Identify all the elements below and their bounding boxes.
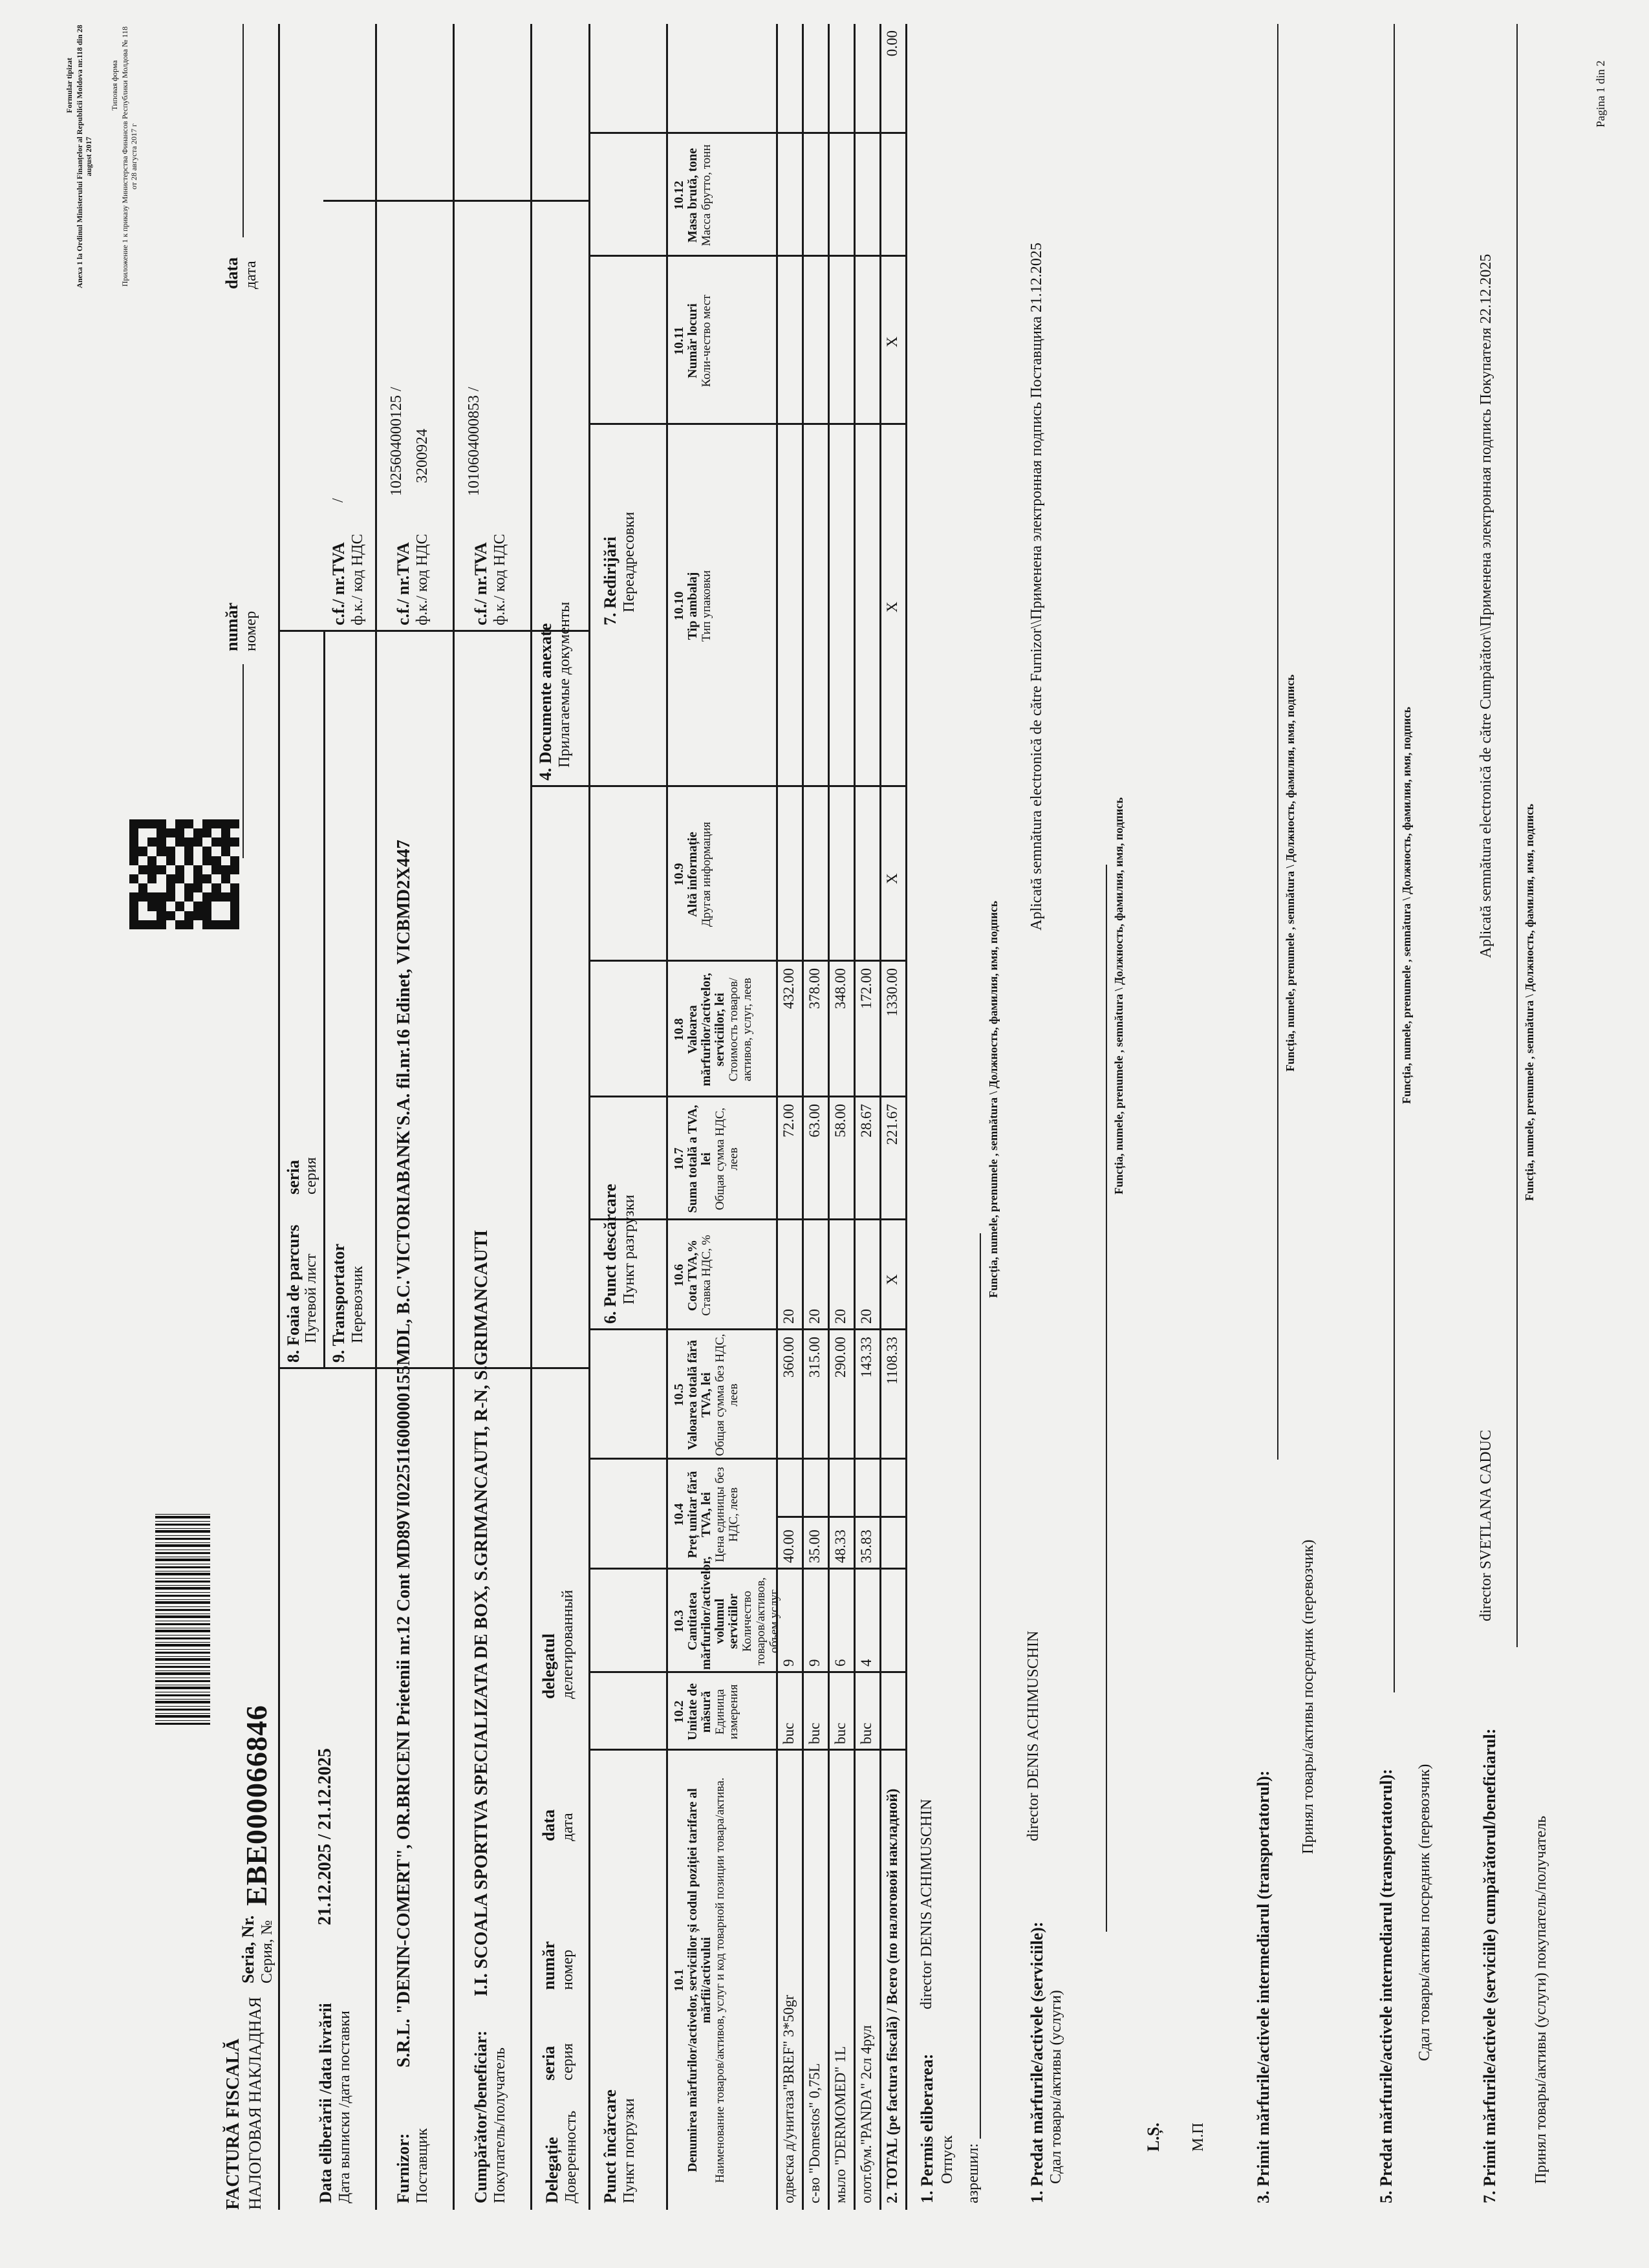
documente-anexate-label-ru: Прилагаемые документы: [556, 601, 573, 768]
total-vat-rate-x: X: [884, 1274, 900, 1285]
primit-intermediar-label-ru: Принял товары/активы посредник (перевозчик): [1300, 1539, 1317, 1854]
foaia-parcurs-label-ru: Путевой лист: [303, 1253, 319, 1343]
transportator-label: 9. Transportator: [329, 1244, 348, 1363]
barcode: [155, 1511, 210, 1725]
item-value: 348.00: [832, 968, 848, 1010]
item-vat-sum: 72.00: [781, 1104, 797, 1138]
data-eliberarii-value: 21.12.2025 / 21.12.2025: [315, 1748, 335, 1925]
razreshil-label: азрешил:: [965, 2143, 982, 2203]
predat-value: director DENIS ACHIMUSCHIN: [1025, 1630, 1042, 1841]
primit-intermediar-caption: Funcția, numele, prenumele , semnătura \ Должность, фамилия, имя, подпись: [1284, 674, 1297, 1072]
item-vat-sum: 28.67: [858, 1104, 874, 1138]
cf-label-3: c.f./ nr.TVA: [471, 542, 490, 625]
furnizor-tva: 3200924: [414, 429, 431, 483]
item-price: 35.00: [806, 1529, 823, 1563]
delegatie-numar: număr: [539, 1941, 558, 1990]
predat-label: 1. Predat mărfurile/activele (serviciile):: [1028, 1921, 1046, 2203]
item-vat-sum: 63.00: [806, 1104, 823, 1138]
col-header-10-11: 10.11 Număr locuri Коли-чество мест: [672, 294, 713, 387]
item-name: мыло "DERMOMED" 1L: [832, 2046, 848, 2203]
col-header-10-1: 10.1 Denumirea mărfurilor/activelor, serviciilor și codul poziției tarifare al mărfii/activului Наименование товаров/активов, услуг и код товарной позиции товара/актива.: [672, 1777, 727, 2183]
page-number: Pagina 1 din 2: [1594, 60, 1607, 127]
predat-intermediar-label: 5. Predat mărfurile/activele intermediarul (transportatorul):: [1377, 1769, 1396, 2203]
col-header-10-10: 10.10 Tip ambalaj Тип упаковки: [672, 570, 713, 642]
total-info-x: X: [884, 873, 900, 884]
numar-top-label-ru: номер: [242, 610, 259, 651]
permis-value: director DENIS ACHIMUSCHIN: [918, 1798, 935, 2009]
item-vat-rate: 20: [781, 1309, 797, 1324]
cf-label-1-ru: ф.к./ код НДС: [349, 534, 366, 625]
punct-incarcare-label-ru: Пункт погрузки: [621, 2098, 638, 2203]
punct-descarcare-label: 6. Punct descărcare: [601, 1183, 620, 1324]
cumparator-label-ru: Покупатель/получатель: [491, 2047, 508, 2203]
col-header-10-5: 10.5 Valoarea totală fără TVA, lei Общая сумма без НДС, леев: [672, 1334, 740, 1456]
item-unit: buc: [806, 1722, 823, 1744]
data-eliberarii-label-ru: Дата выписки /дата поставки: [336, 2011, 353, 2203]
col-header-10-12: 10.12 Masa brută, tone Масса брутто, тонн: [672, 144, 713, 246]
primit-cumparator-label: 7. Primit mărfurile/activele (serviciile) cumpărătorul/beneficiarul:: [1480, 1728, 1499, 2203]
primit-intermediar-label: 3. Primit mărfurile/activele intermediarul (transportatorul):: [1254, 1770, 1273, 2203]
punct-incarcare-label: Punct încărcare: [601, 2090, 620, 2203]
col-header-10-6: 10.6 Cota TVA,% Ставка НДС, %: [672, 1235, 713, 1316]
col-header-10-7: 10.7 Suma totală a TVA, lei Общая сумма НДС, леев: [672, 1105, 740, 1213]
cf-transport-slash: /: [330, 498, 347, 502]
cumparator-sign-value: director SVETLANA CADUC: [1478, 1430, 1494, 1621]
item-value: 172.00: [858, 968, 874, 1010]
punct-descarcare-label-ru: Пункт разгрузки: [621, 1194, 638, 1304]
anexa-note: Anexa 1 la Ordinul Ministerului Finanțelor al Republicii Moldova nr.118 din 28 august 2017: [75, 25, 93, 288]
col-header-10-4: 10.4 Preț unitar fără TVA, lei Цена единицы без НДС, леев: [672, 1467, 740, 1562]
predat-label-ru: Сдал товары/активы (услуги): [1048, 1990, 1064, 2184]
cf-label-3-ru: ф.к./ код НДС: [491, 534, 508, 625]
seria-label-ru: Серия, №: [259, 1920, 275, 1983]
furnizor-label-ru: Поставщик: [414, 2128, 431, 2203]
delegatie-data: data: [539, 1809, 558, 1841]
redirijari-label-ru: Переадресовки: [621, 512, 638, 612]
tipovaya-label: Типовая форма: [110, 60, 119, 111]
seria-label: Seria, Nr.: [239, 1915, 257, 1983]
delegatie-numar-ru: номер: [559, 1949, 576, 1990]
item-vat-rate: 20: [858, 1309, 874, 1324]
total-no-vat: 1108.33: [884, 1337, 900, 1385]
foaia-seria-label: seria: [284, 1160, 303, 1194]
item-vat-rate: 20: [832, 1309, 848, 1324]
total-vat-sum: 221.67: [884, 1104, 900, 1145]
furnizor-cf: 1025604000125 /: [388, 387, 405, 496]
transportator-label-ru: Перевозчик: [349, 1266, 366, 1343]
item-total-no-vat: 290.00: [832, 1337, 848, 1378]
item-price: 40.00: [781, 1529, 797, 1563]
item-total-no-vat: 315.00: [806, 1337, 823, 1378]
invoice-number: EBE000066846: [240, 1704, 273, 1906]
furnizor-label: Furnizor:: [394, 2133, 413, 2203]
title-ru: НАЛОГОВАЯ НАКЛАДНАЯ: [246, 1996, 264, 2210]
total-package-x: X: [884, 601, 900, 612]
furnizor-value: S.R.L. "DENIN-COMERT", OR.BRICENI Prietenii nr.12 Cont MD89VI022511600000155MDL, B.C.'VICTORIABANK'S.A. fil.nr.16 Edinet, VICBMD2X447: [394, 839, 414, 2068]
cf-label-1: c.f./ nr.TVA: [329, 542, 348, 625]
item-name: одвеска д/унитаза"BREF" 3*50gr: [781, 1994, 797, 2203]
item-name: с-во "Domestos" 0,75L: [806, 2063, 823, 2203]
delegatie-label-ru: Доверенность: [563, 2110, 579, 2203]
foaia-seria-label-ru: серия: [303, 1157, 319, 1194]
item-qty: 9: [781, 1659, 797, 1667]
cf-label-2: c.f./ nr.TVA: [394, 542, 413, 625]
predat-caption: Funcția, numele, prenumele , semnătura \ Должность, фамилия, имя, подпись: [1112, 797, 1125, 1194]
item-price: 48.33: [832, 1529, 848, 1563]
cumparator-cf: 1010604000853 /: [466, 387, 482, 496]
predat-intermediar-label-ru: Сдал товары/активы посредник (перевозчик): [1416, 1764, 1433, 2061]
item-value: 432.00: [781, 968, 797, 1010]
numar-top-label: număr: [222, 602, 241, 651]
total-places-x: X: [884, 336, 900, 347]
delegatie-seria: seria: [539, 2046, 558, 2080]
cumparator-esign: Aplicată semnătura electronică de către Cumpărător\\Применена электронная подпись Покупателя 22.12.2025: [1478, 254, 1494, 958]
col-header-10-2: 10.2 Unitate de măsură Единица измерения: [672, 1683, 740, 1741]
delegatul-label-ru: делегированный: [559, 1590, 576, 1699]
permis-label: 1. Permis eliberarea:: [918, 2053, 936, 2203]
furnizor-esign: Aplicată semnătura electronică de către Furnizor\\Применена электронная подпись Поставщика 21.12.2025: [1028, 243, 1045, 931]
total-value: 1330.00: [884, 968, 900, 1017]
delegatie-data-ru: дата: [559, 1813, 576, 1841]
col-header-10-9: 10.9 Altă informație Другая информация: [672, 821, 713, 927]
item-price: 35.83: [858, 1529, 874, 1563]
item-qty: 4: [858, 1659, 874, 1667]
total-mass: 0.00: [884, 30, 900, 57]
cumparator-value: I.I. SCOALA SPORTIVA SPECIALIZATA DE BOX, S.GRIMANCAUTI, R-N, S.GRIMANCAUTI: [471, 1229, 491, 1996]
mp-label: М.П: [1190, 2122, 1207, 2152]
item-name: олот.бум."PANDA" 2сл 4рул: [858, 2025, 874, 2203]
delegatie-label: Delegație: [543, 2137, 561, 2203]
permis-label-ru: Отпуск: [939, 2135, 956, 2184]
item-total-no-vat: 143.33: [858, 1337, 874, 1378]
item-unit: buc: [781, 1722, 797, 1744]
title-ro: FACTURĂ FISCALĂ: [223, 2038, 243, 2210]
item-total-no-vat: 360.00: [781, 1337, 797, 1378]
item-qty: 6: [832, 1659, 848, 1667]
total-label: 2. TOTAL (pe factura fiscală) / Всего (по налоговой накладной): [884, 1788, 900, 2203]
prilozhenie-note: Приложение 1 к приказу Министерства Финансов Республики Молдова № 118 от 28 августа 2017 г: [120, 26, 138, 287]
documente-anexate-label: 4. Documente anexate: [536, 623, 555, 781]
delegatul-label: delegatul: [539, 1633, 558, 1699]
primit-cumparator-caption: Funcția, numele, prenumele , semnătura \ Должность, фамилия, имя, подпись: [1523, 803, 1536, 1201]
col-header-10-8: 10.8 Valoarea mărfurilor/activelor, serviciilor, lei Стоимость товаров/активов, услуг, леев: [672, 973, 754, 1086]
item-unit: buc: [858, 1722, 874, 1744]
qr-code: [129, 819, 239, 929]
data-eliberarii-label: Data eliberării /data livrării: [316, 2003, 335, 2203]
item-unit: buc: [832, 1722, 848, 1744]
delegatie-seria-ru: серия: [559, 2043, 576, 2080]
data-top-label: data: [222, 257, 241, 289]
formular-label: Formular tipizat: [65, 58, 74, 113]
item-vat-sum: 58.00: [832, 1104, 848, 1138]
cf-label-2-ru: ф.к./ код НДС: [414, 534, 431, 625]
cumparator-label: Cumpărător/beneficiar:: [471, 2030, 490, 2203]
item-qty: 9: [806, 1659, 823, 1667]
predat-intermediar-caption: Funcția, numele, prenumele , semnătura \ Должность, фамилия, имя, подпись: [1400, 706, 1413, 1104]
item-value: 378.00: [806, 968, 823, 1010]
data-top-label-ru: дата: [242, 261, 259, 289]
primit-cumparator-label-ru: Принял товары/активы (услуги) покупатель/получатель: [1533, 1815, 1549, 2184]
foaia-parcurs-label: 8. Foaia de parcurs: [284, 1224, 303, 1363]
item-vat-rate: 20: [806, 1309, 823, 1324]
redirijari-label: 7. Redirijări: [601, 536, 620, 625]
permis-caption: Funcția, numele, prenumele , semnătura \ Должность, фамилия, имя, подпись: [987, 900, 1000, 1298]
col-header-10-3: 10.3 Cantitatea mărfurilor/activelor, volumul serviciilor Количество товаров/активов, объем услуг: [672, 1556, 781, 1670]
ls-label: L.Ș.: [1144, 2122, 1163, 2152]
